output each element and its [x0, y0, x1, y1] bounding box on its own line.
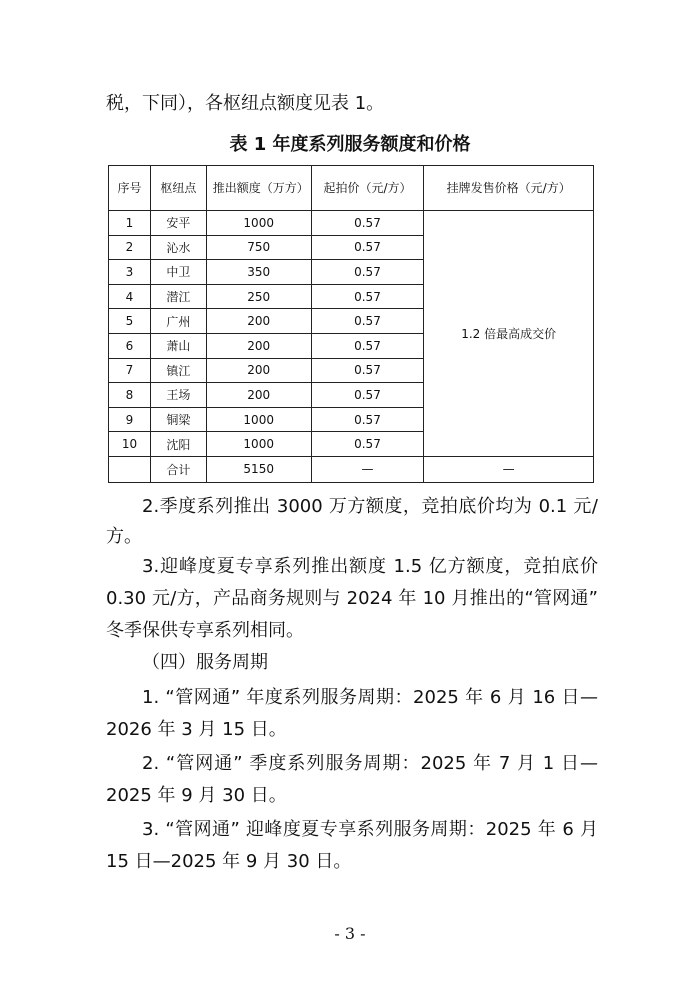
paragraph-3-line-3: 冬季保供专享系列相同。	[106, 620, 304, 641]
row-hub: 沈阳	[150, 432, 206, 457]
row-no: 6	[109, 333, 151, 358]
row-start-price: 0.57	[311, 432, 424, 457]
table-total-row	[109, 456, 594, 482]
paragraph-2-line-2: 方。	[106, 526, 142, 547]
table-title: 表 1 年度系列服务额度和价格	[229, 134, 471, 155]
row-hub: 沁水	[150, 235, 206, 260]
row-start-price: 0.57	[311, 260, 424, 285]
row-start-price: 0.57	[311, 333, 424, 358]
row-hub: 安平	[150, 211, 206, 236]
section-heading-service-period: （四）服务周期	[142, 652, 268, 673]
total-label: 合计	[150, 456, 206, 482]
paragraph-3-line-1: 3.迎峰度夏专享系列推出额度 1.5 亿方额度，竞拍底价	[142, 556, 598, 577]
row-no: 10	[109, 432, 151, 457]
row-start-price: 0.57	[311, 284, 424, 309]
period-1-line-1: 1. “管网通” 年度系列服务周期：2025 年 6 月 16 日—	[142, 687, 598, 708]
paragraph-2-line-1: 2.季度系列推出 3000 万方额度，竞拍底价均为 0.1 元/	[142, 496, 598, 517]
row-start-price: 0.57	[311, 211, 424, 236]
row-amount: 1000	[206, 432, 311, 457]
row-start-price: 0.57	[311, 309, 424, 334]
row-start-price: 0.57	[311, 358, 424, 383]
row-hub: 广州	[150, 309, 206, 334]
intro-paragraph-tail: 税，下同），各枢纽点额度见表 1。	[106, 93, 385, 114]
row-no: 3	[109, 260, 151, 285]
row-no: 5	[109, 309, 151, 334]
row-no: 4	[109, 284, 151, 309]
row-no: 7	[109, 358, 151, 383]
period-3-line-1: 3. “管网通” 迎峰度夏专享系列服务周期：2025 年 6 月	[142, 819, 598, 840]
row-amount: 250	[206, 284, 311, 309]
paragraph-3-line-2: 0.30 元/方，产品商务规则与 2024 年 10 月推出的“管网通”	[106, 588, 598, 609]
total-listing-price: —	[424, 456, 594, 482]
period-2-line-1: 2. “管网通” 季度系列服务周期：2025 年 7 月 1 日—	[142, 753, 598, 774]
row-hub: 铜梁	[150, 407, 206, 432]
page-number: - 3 -	[334, 924, 366, 943]
header-hub: 枢纽点	[150, 166, 206, 211]
row-amount: 1000	[206, 407, 311, 432]
period-1-line-2: 2026 年 3 月 15 日。	[106, 719, 287, 740]
total-start-price: —	[311, 456, 424, 482]
row-amount: 200	[206, 309, 311, 334]
header-listing-price: 挂牌发售价格（元/方）	[424, 166, 594, 211]
row-start-price: 0.57	[311, 407, 424, 432]
period-2-line-2: 2025 年 9 月 30 日。	[106, 785, 287, 806]
row-start-price: 0.57	[311, 235, 424, 260]
row-start-price: 0.57	[311, 383, 424, 408]
row-no: 2	[109, 235, 151, 260]
table-header-row	[109, 166, 594, 211]
row-no: 1	[109, 211, 151, 236]
row-no: 8	[109, 383, 151, 408]
row-amount: 1000	[206, 211, 311, 236]
table-row	[109, 211, 594, 236]
row-hub: 萧山	[150, 333, 206, 358]
listing-price-merged-cell: 1.2 倍最高成交价	[424, 211, 594, 457]
row-amount: 200	[206, 383, 311, 408]
header-start-price: 起拍价（元/方）	[311, 166, 424, 211]
row-hub: 镇江	[150, 358, 206, 383]
row-hub: 中卫	[150, 260, 206, 285]
row-amount: 750	[206, 235, 311, 260]
quota-price-table	[108, 165, 594, 483]
row-no: 9	[109, 407, 151, 432]
total-empty-cell	[109, 456, 151, 482]
header-no: 序号	[109, 166, 151, 211]
header-amount: 推出额度（万方）	[206, 166, 311, 211]
row-hub: 王场	[150, 383, 206, 408]
row-amount: 200	[206, 333, 311, 358]
total-amount: 5150	[206, 456, 311, 482]
period-3-line-2: 15 日—2025 年 9 月 30 日。	[106, 851, 352, 872]
row-hub: 潜江	[150, 284, 206, 309]
row-amount: 350	[206, 260, 311, 285]
row-amount: 200	[206, 358, 311, 383]
